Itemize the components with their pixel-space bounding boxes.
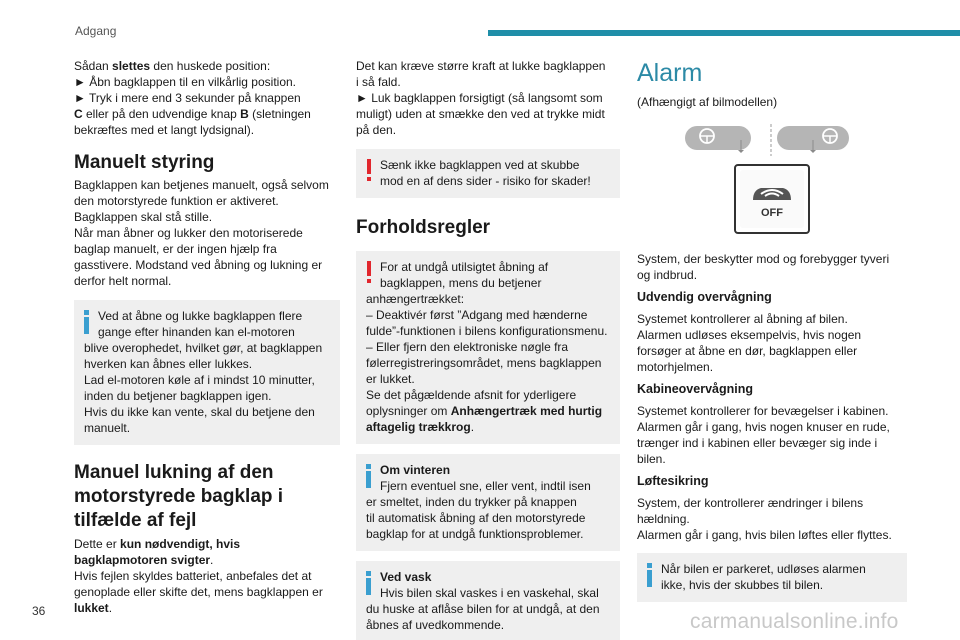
heading-manual-operation: Manuelt styring [74,152,215,173]
exterior-monitoring-text: Systemet kontrollerer al åbning af bilen. Alarmen udløses eksempelvis, hvis nogen forsøger at åbne en dør, bagklappen eller motorhjelmen. [637,312,862,374]
warning-box-sides: Sænk ikke bagklappen ved at skubbe mod en af dens sider - risiko for skader! [356,149,620,198]
warning-box-towbar: For at undgå utilsigtet åbning af bagklappen, mens du betjener anhængertrækket: – Deaktivér først ”Adgang med hænderne fulde”-funktionen i bilens konfigurationsmenu. – Eller fjern den elektroniske nøgle fra følerregistreringsområdet, mens bagklappen er lukket. Se det pågældende afsnit for yderligere oplysninger om Anhængertræk med hurtig aftagelig trækkrog. [356,251,620,444]
heading-exterior-monitoring: Udvendig overvågning [637,290,772,304]
alarm-sensor-illustration [637,122,907,158]
heading-precautions: Forholdsregler [356,217,491,238]
section-title: Adgang [75,24,117,38]
lift-protection-text: System, der kontrollerer ændringer i bilens hældning. Alarmen går i gang, hvis bilen løftes eller flyttes. [637,496,892,542]
header-accent-bar [488,30,960,36]
heading-manual-closing-fault: Manuel lukning af den motorstyrede bagklap i tilfælde af fejl [74,462,284,531]
info-box-overheating: Ved at åbne og lukke bagklappen flere gange efter hinanden kan el-motoren blive overophedet, hvilket gør, at bagklappen hverken kan åbnes eller lukkes. Lad el-motoren køle af i mindst 10 minutter, inden du betjener bagklappen igen. Hvis du ikke kan vente, skal du betjene den manuelt. [74,300,340,445]
warning-icon [366,159,372,183]
column-1 [74,58,340,616]
heading-interior-monitoring: Kabineovervågning [637,382,753,396]
alarm-off-button [734,164,810,234]
watermark-text: carmanualsonline.info [690,610,899,633]
info-box-winter: Om vinteren Fjern eventuel sne, eller vent, indtil isen er smeltet, inden du trykker på knappen til automatisk åbning af den motorstyrede bagklap for at undgå funktionsproblemer. [356,454,620,551]
warning-icon [366,261,372,285]
manual-operation-text: Bagklappen kan betjenes manuelt, også selvom den motorstyrede funktion er aktiveret. Bagklappen skal stå stille. Når man åbner og lukker den motoriserede baglap manuelt, er der ingen hjælp fra gasstivere. Modstand ved åbning og lukning er derfor helt normal. [74,178,329,288]
heading-lift-protection: Løftesikring [637,474,709,488]
info-icon [366,571,371,595]
heading-alarm: Alarm [637,59,703,87]
info-icon [84,310,89,334]
info-icon [647,563,652,587]
delete-position-text: Sådan slettes den huskede position: ► Åbn bagklappen til en vilkårlig position. ► Tryk i mere end 3 sekunder på knappen C eller på den udvendige knap B (sletningen bekræftes med et langt lydsignal). [74,59,311,137]
info-icon [366,464,371,488]
manual-closing-text: Dette er kun nødvendigt, hvis bagklapmotoren svigter. Hvis fejlen skyldes batteriet, anbefales det at genoplade eller skifte det, mens bagklappen er lukket. [74,537,323,615]
alarm-description: System, der beskytter mod og forebygger tyveri og indbrud. [637,252,890,282]
interior-monitoring-text: Systemet kontrollerer for bevægelser i kabinen. Alarmen går i gang, hvis nogen knuser en rude, trænger ind i kabinen eller bevæger sig inde i bilen. [637,404,890,466]
page-number: 36 [32,604,46,618]
off-label: OFF [761,207,783,219]
column-3 [637,58,907,602]
info-box-parked: Når bilen er parkeret, udløses alarmen ikke, hvis der skubbes til bilen. [637,553,907,602]
model-dependency-note: (Afhængigt af bilmodellen) [637,95,778,109]
closing-force-text: Det kan kræve større kraft at lukke bagklappen i så fald. ► Luk bagklappen forsigtigt (så langsomt som muligt) uden at smække den ved at trykke midt på den. [356,59,606,137]
info-box-washing: Ved vask Hvis bilen skal vaskes i en vaskehal, skal du huske at aflåse bilen for at undgå, at den åbnes af uvedkommende. [356,561,620,640]
column-2 [356,58,620,640]
car-alarm-icon [747,182,797,204]
